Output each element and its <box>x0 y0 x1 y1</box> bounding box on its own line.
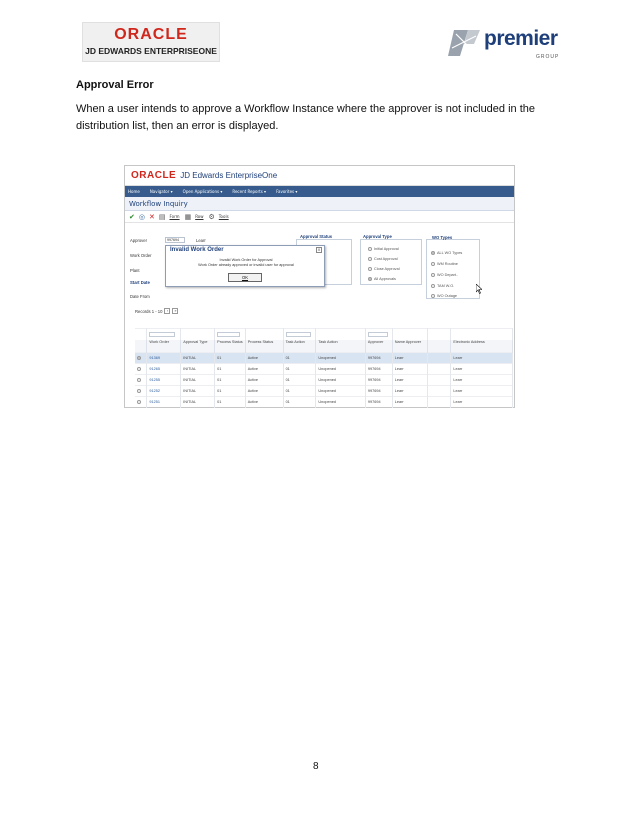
cell-process-status-code: 01 <box>215 375 246 386</box>
approval-type-all[interactable] <box>368 277 396 281</box>
table-row[interactable] <box>135 353 513 364</box>
form-menu[interactable]: Form <box>169 214 180 219</box>
cell-task-action: Unopened <box>316 353 366 364</box>
results-table <box>135 328 513 408</box>
radio-label: TAM W.O. <box>437 284 455 288</box>
cell-process-status: Active <box>245 397 283 408</box>
cell-process-status: Active <box>245 375 283 386</box>
row-menu[interactable]: Row <box>195 214 204 219</box>
form-menu-icon[interactable]: ▤ <box>158 212 166 221</box>
select-check-icon[interactable]: ✔ <box>129 212 135 221</box>
section-body: When a user intends to approve a Workflow Instance where the approver is not included in the distribution list, then an error is displayed. <box>76 103 536 132</box>
premier-subtitle: GROUP <box>536 54 560 60</box>
page-number: 8 <box>313 761 319 772</box>
start-date-label: Start Date <box>130 280 150 285</box>
radio-label: Initial Approval <box>374 247 399 251</box>
cell-approval-type: INITIAL <box>181 375 215 386</box>
radio-label: Close Approval <box>374 267 400 271</box>
row-select-radio[interactable] <box>137 378 141 382</box>
cell-work-order[interactable]: 91252 <box>147 386 181 397</box>
cell-approver: 997694 <box>365 397 392 408</box>
jde-oracle-wordmark: ORACLE <box>131 170 177 181</box>
approval-status-title: Approval Status <box>300 234 333 239</box>
wo-type-wm-routine[interactable] <box>431 262 458 266</box>
cell-process-status: Active <box>245 364 283 375</box>
plant-label: Plant <box>130 268 140 273</box>
cell-approver: 997694 <box>365 375 392 386</box>
cell-task-action-code: 01 <box>283 364 316 375</box>
radio-icon[interactable] <box>368 267 372 271</box>
tools-menu-icon[interactable]: ⚙ <box>208 212 215 221</box>
col-task-action[interactable]: Task Action <box>316 340 366 353</box>
approval-type-title: Approval Type <box>363 234 392 239</box>
table-row[interactable] <box>135 364 513 375</box>
cell-task-action: Unopened <box>316 386 366 397</box>
wo-type-outage[interactable] <box>431 294 457 298</box>
table-row[interactable] <box>135 386 513 397</box>
radio-icon[interactable] <box>431 294 435 298</box>
cell-process-status-code: 01 <box>215 364 246 375</box>
row-menu-icon[interactable]: ▦ <box>184 212 192 221</box>
oracle-wordmark: ORACLE <box>114 26 188 43</box>
cell-electronic-address: Learr <box>451 353 513 364</box>
dialog-title: Invalid Work Order <box>170 247 224 253</box>
wo-type-depart[interactable] <box>431 273 458 277</box>
premier-wordmark: premier <box>484 27 558 50</box>
cell-process-status: Active <box>245 386 283 397</box>
cell-electronic-address: Learr <box>451 386 513 397</box>
date-from-label: Date From <box>130 294 150 299</box>
filter-approver[interactable] <box>368 332 388 337</box>
cell-approval-type: INITIAL <box>181 364 215 375</box>
approver-input[interactable]: 997694 <box>165 237 185 243</box>
radio-selected-icon[interactable] <box>431 251 435 255</box>
close-x-icon[interactable]: ✕ <box>148 212 155 221</box>
mouse-pointer-icon <box>476 284 482 294</box>
jde-menubar <box>125 186 514 197</box>
records-count: Records 1 - 10 <box>135 308 163 314</box>
form-toolbar <box>125 211 514 223</box>
col-process-status[interactable]: Process Status <box>245 340 283 353</box>
table-row[interactable] <box>135 375 513 386</box>
grid-filter-row <box>135 329 513 340</box>
cell-approver: 997694 <box>365 364 392 375</box>
approval-type-close[interactable] <box>368 267 400 271</box>
dialog-message-line1: Invalid Work Order for Approval <box>219 258 273 262</box>
radio-selected-icon[interactable] <box>368 277 372 281</box>
row-select-radio[interactable] <box>137 356 141 360</box>
menu-recent-reports[interactable]: Recent Reports ▾ <box>232 189 267 194</box>
wo-type-all[interactable] <box>431 251 462 255</box>
cell-name-approver: Learr <box>392 397 427 408</box>
wo-type-tam[interactable] <box>431 284 454 288</box>
jde-subtitle: JD EDWARDS ENTERPRISEONE <box>85 46 217 56</box>
filter-work-order[interactable] <box>149 332 175 337</box>
approval-type-cost[interactable] <box>368 257 398 261</box>
radio-label: Cost Approval <box>374 257 398 261</box>
results-grid-area <box>131 306 513 406</box>
radio-label: WO Outage <box>437 294 458 298</box>
col-approver[interactable]: Approver <box>365 340 392 353</box>
last-records-icon[interactable]: » <box>172 308 178 314</box>
cell-work-order[interactable]: 91369 <box>147 353 181 364</box>
radio-label: WO Depart.. <box>437 273 459 277</box>
col-approval-type[interactable]: Approval Type <box>181 340 215 353</box>
radio-icon[interactable] <box>431 262 435 266</box>
cell-name-approver: Learr <box>392 353 427 364</box>
cell-task-action-code: 01 <box>283 375 316 386</box>
wo-types-title: WO Types <box>432 235 453 240</box>
radio-label: WM Routine <box>437 262 458 266</box>
menu-favorites[interactable]: Favorites ▾ <box>276 189 298 194</box>
cell-process-status-code: 01 <box>215 397 246 408</box>
radio-label: All Approvals <box>374 277 396 281</box>
cell-name-approver: Learr <box>392 386 427 397</box>
cell-task-action-code: 01 <box>283 353 316 364</box>
form-title-band <box>125 197 514 211</box>
next-records-icon[interactable]: › <box>164 308 170 314</box>
find-icon[interactable]: ◎ <box>138 212 145 221</box>
row-select-radio[interactable] <box>137 367 141 371</box>
cell-process-status: Active <box>245 353 283 364</box>
grid-header-row <box>135 340 513 353</box>
cell-process-status-code: 01 <box>215 353 246 364</box>
menu-navigator[interactable]: Navigator ▾ <box>149 189 173 194</box>
radio-icon[interactable] <box>368 257 372 261</box>
jde-brand-bar <box>125 166 514 186</box>
cell-name-approver: Learr <box>392 364 427 375</box>
cell-approval-type: INITIAL <box>181 397 215 408</box>
dialog-ok-button[interactable]: OK <box>228 273 262 282</box>
col-electronic-address[interactable]: Electronic Address <box>451 340 513 353</box>
invalid-work-order-dialog <box>165 245 325 287</box>
dialog-message-line2: Work Order already approved or invalid user for approval <box>198 263 294 267</box>
cell-task-action: Unopened <box>316 364 366 375</box>
cell-electronic-address: Learr <box>451 364 513 375</box>
approver-label: Approver <box>130 238 147 243</box>
radio-icon[interactable] <box>431 284 435 288</box>
radio-label: ALL WO Types <box>437 251 463 255</box>
approver-name: Learr <box>196 238 206 243</box>
cell-task-action: Unopened <box>316 397 366 408</box>
cell-work-order[interactable]: 91251 <box>147 397 181 408</box>
cell-approver: 997694 <box>365 386 392 397</box>
dialog-close-button[interactable]: X <box>317 247 321 252</box>
work-order-label: Work Order <box>130 253 152 258</box>
approval-type-initial[interactable] <box>368 247 399 251</box>
premier-group-logo <box>448 24 568 64</box>
cell-work-order[interactable]: 91255 <box>147 375 181 386</box>
cell-work-order[interactable]: 91265 <box>147 364 181 375</box>
row-select-radio[interactable] <box>137 389 141 393</box>
filter-task-action[interactable] <box>286 332 311 337</box>
wo-types-group <box>426 239 480 299</box>
cell-task-action-code: 01 <box>283 386 316 397</box>
cell-task-action-code: 01 <box>283 397 316 408</box>
premier-mark-icon <box>448 28 482 58</box>
col-name-approver[interactable]: Name Approver <box>392 340 427 353</box>
form-title: Workflow Inquiry <box>129 199 188 208</box>
filter-process-status[interactable] <box>217 332 240 337</box>
table-row[interactable] <box>135 397 513 408</box>
records-bar <box>135 308 178 314</box>
radio-icon[interactable] <box>431 273 435 277</box>
menu-home[interactable]: Home <box>128 189 140 194</box>
cell-process-status-code: 01 <box>215 386 246 397</box>
cell-name-approver: Learr <box>392 375 427 386</box>
radio-icon[interactable] <box>368 247 372 251</box>
jde-product-name: JD Edwards EnterpriseOne <box>180 171 278 180</box>
cell-electronic-address: Learr <box>451 375 513 386</box>
tools-menu[interactable]: Tools <box>218 214 229 219</box>
row-select-radio[interactable] <box>137 400 141 404</box>
col-work-order[interactable]: Work Order <box>147 340 181 353</box>
cell-electronic-address: Learr <box>451 397 513 408</box>
oracle-jde-logo <box>82 22 220 62</box>
menu-open-applications[interactable]: Open Applications ▾ <box>182 189 223 194</box>
cell-approval-type: INITIAL <box>181 353 215 364</box>
col-blank <box>427 340 451 353</box>
col-process-status-code[interactable]: Process Status <box>215 340 246 353</box>
section-heading: Approval Error <box>76 79 154 91</box>
cell-task-action: Unopened <box>316 375 366 386</box>
col-task-action-code[interactable]: Task Action <box>283 340 316 353</box>
cell-approver: 997694 <box>365 353 392 364</box>
cell-approval-type: INITIAL <box>181 386 215 397</box>
